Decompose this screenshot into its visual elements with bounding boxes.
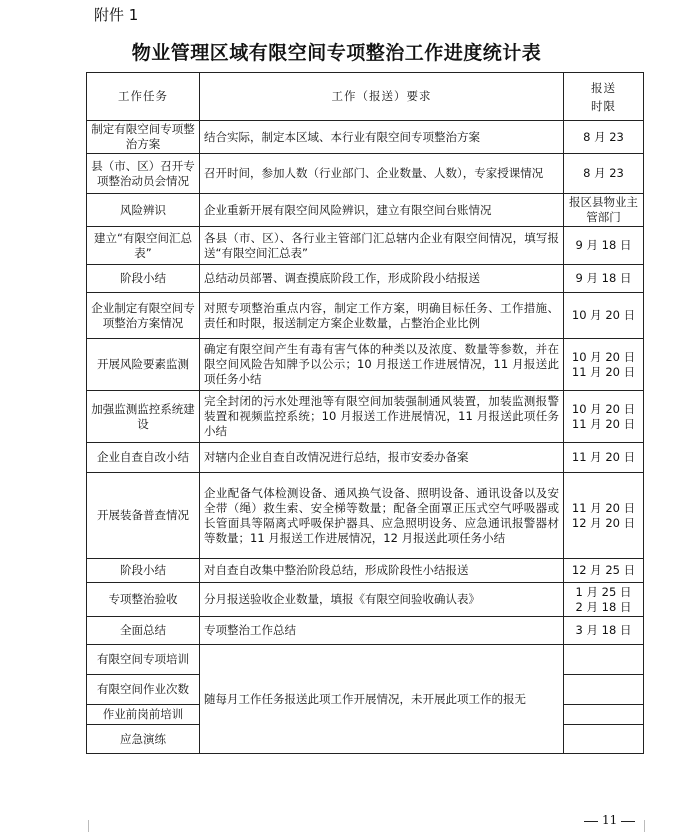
column-header-requirement: 工作（报送）要求 <box>200 73 564 121</box>
footer-rule-right <box>621 821 635 822</box>
task-cell: 加强监测监控系统建设 <box>87 391 200 443</box>
requirement-cell: 召开时间，参加人数（行业部门、企业数量、人数），专家授课情况 <box>200 154 564 194</box>
requirement-cell: 专项整治工作总结 <box>200 617 564 645</box>
table-row <box>87 194 644 227</box>
table-body <box>87 121 644 754</box>
table-row <box>87 583 644 617</box>
requirement-cell-merged: 随每月工作任务报送此项工作开展情况，未开展此项工作的报无 <box>200 645 564 754</box>
deadline-cell: 9 月 18 日 <box>564 265 644 293</box>
deadline-cell <box>564 705 644 725</box>
table-row <box>87 265 644 293</box>
deadline-cell: 12 月 25 日 <box>564 559 644 583</box>
task-cell: 有限空间作业次数 <box>87 675 200 705</box>
task-cell: 有限空间专项培训 <box>87 645 200 675</box>
progress-table <box>86 72 644 754</box>
task-cell: 风险辨识 <box>87 194 200 227</box>
task-cell: 应急演练 <box>87 725 200 754</box>
task-cell: 开展装备普查情况 <box>87 473 200 559</box>
crop-mark-left <box>88 820 89 832</box>
crop-mark-right <box>644 820 645 832</box>
requirement-cell: 分月报送验收企业数量，填报《有限空间验收确认表》 <box>200 583 564 617</box>
requirement-cell: 对辖内企业自查自改情况进行总结，报市安委办备案 <box>200 443 564 473</box>
page-number: 11 <box>602 813 618 827</box>
requirement-cell: 确定有限空间产生有毒有害气体的种类以及浓度、数量等参数，并在限空间风险告知牌予以公示；10 月报送工作进展情况，11 月报送此项任务小结 <box>200 339 564 391</box>
table-header-row <box>87 73 644 121</box>
table-row <box>87 473 644 559</box>
task-cell: 制定有限空间专项整治方案 <box>87 121 200 154</box>
requirement-cell: 完全封闭的污水处理池等有限空间加装强制通风装置，加装监测报警装置和视频监控系统；10 月报送工作进展情况，11 月报送此项任务小结 <box>200 391 564 443</box>
table-row <box>87 443 644 473</box>
task-cell: 专项整治验收 <box>87 583 200 617</box>
deadline-cell: 10 月 20 日 11 月 20 日 <box>564 339 644 391</box>
table-row <box>87 293 644 339</box>
deadline-cell: 8 月 23 <box>564 154 644 194</box>
task-cell: 建立“有限空间汇总表” <box>87 227 200 265</box>
deadline-cell: 11 月 20 日 12 月 20 日 <box>564 473 644 559</box>
task-cell: 阶段小结 <box>87 265 200 293</box>
attachment-label: 附件 1 <box>94 6 139 24</box>
footer-rule-left <box>584 821 598 822</box>
task-cell: 企业自查自改小结 <box>87 443 200 473</box>
deadline-cell: 10 月 20 日 11 月 20 日 <box>564 391 644 443</box>
deadline-cell <box>564 725 644 754</box>
deadline-cell: 9 月 18 日 <box>564 227 644 265</box>
document-title: 物业管理区域有限空间专项整治工作进度统计表 <box>131 42 542 64</box>
table-row <box>87 645 644 675</box>
deadline-cell <box>564 645 644 675</box>
task-cell: 企业制定有限空间专项整治方案情况 <box>87 293 200 339</box>
table-row <box>87 227 644 265</box>
requirement-cell: 各县（市、区）、各行业主管部门汇总辖内企业有限空间情况，填写报送“有限空间汇总表” <box>200 227 564 265</box>
deadline-cell: 3 月 18 日 <box>564 617 644 645</box>
requirement-cell: 对自查自改集中整治阶段总结，形成阶段性小结报送 <box>200 559 564 583</box>
requirement-cell: 结合实际，制定本区域、本行业有限空间专项整治方案 <box>200 121 564 154</box>
deadline-cell: 1 月 25 日 2 月 18 日 <box>564 583 644 617</box>
table-row <box>87 617 644 645</box>
deadline-cell: 8 月 23 <box>564 121 644 154</box>
requirement-cell: 企业配备气体检测设备、通风换气设备、照明设备、通讯设备以及安全带（绳）救生索、安全梯等数量；配备全面罩正压式空气呼吸器或长管面具等隔离式呼吸保护器具、应急照明设务、应急通讯报警器材等数量；11 月报送工作进展情况，12 月报送此项任务小结 <box>200 473 564 559</box>
deadline-cell: 报区县物业主管部门 <box>564 194 644 227</box>
task-cell: 县（市、区）召开专项整治动员会情况 <box>87 154 200 194</box>
task-cell: 阶段小结 <box>87 559 200 583</box>
deadline-cell: 11 月 20 日 <box>564 443 644 473</box>
table-row <box>87 121 644 154</box>
table-row <box>87 559 644 583</box>
table-row <box>87 339 644 391</box>
table-row <box>87 391 644 443</box>
requirement-cell: 企业重新开展有限空间风险辨识，建立有限空间台账情况 <box>200 194 564 227</box>
deadline-cell <box>564 675 644 705</box>
requirement-cell: 对照专项整治重点内容，制定工作方案，明确目标任务、工作措施、责任和时限，报送制定方案企业数量，占整治企业比例 <box>200 293 564 339</box>
column-header-task: 工作任务 <box>87 73 200 121</box>
task-cell: 作业前岗前培训 <box>87 705 200 725</box>
deadline-cell: 10 月 20 日 <box>564 293 644 339</box>
column-header-deadline: 报送 时限 <box>564 73 644 121</box>
requirement-cell: 总结动员部署、调查摸底阶段工作，形成阶段小结报送 <box>200 265 564 293</box>
table-row <box>87 154 644 194</box>
task-cell: 全面总结 <box>87 617 200 645</box>
task-cell: 开展风险要素监测 <box>87 339 200 391</box>
